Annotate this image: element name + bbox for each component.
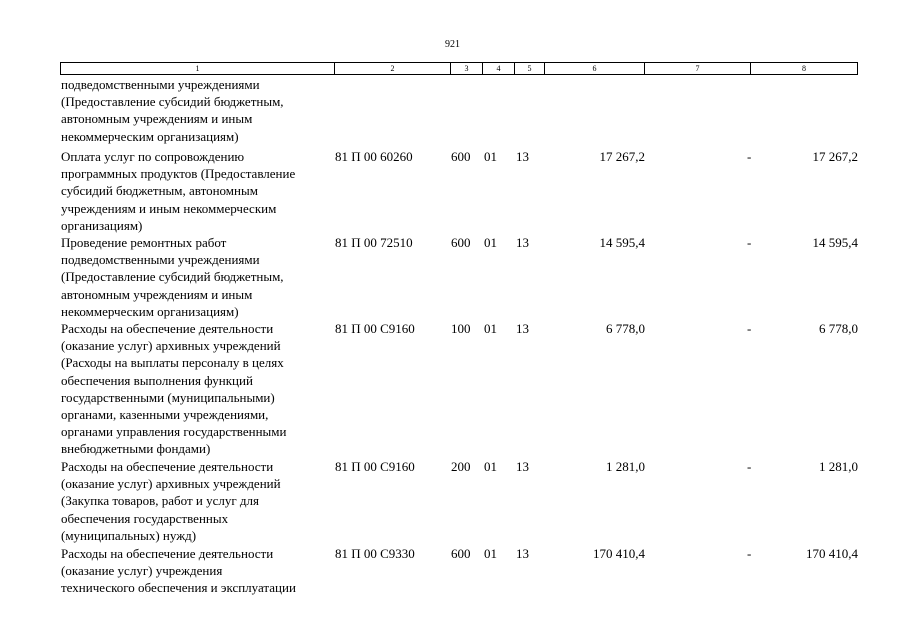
target-article-code: 81 П 00 60260: [335, 149, 413, 164]
row-name-line: Оплата услуг по сопровождению: [61, 149, 245, 164]
amount-col-8: 17 267,2: [812, 149, 858, 164]
row-name-line: обеспечения выполнения функций: [61, 372, 253, 388]
header-col-7: 7: [645, 63, 751, 74]
section-code: 01: [484, 321, 497, 336]
row-name-line: государственными (муниципальными): [61, 389, 275, 405]
header-col-1: 1: [61, 63, 335, 74]
row-name-line: Расходы на обеспечение деятельности: [61, 546, 274, 561]
row-name-line: (Предоставление субсидий бюджетным,: [61, 94, 284, 110]
row-name-line: Проведение ремонтных работ: [61, 235, 227, 250]
row-name-line: (оказание услуг) учреждения: [61, 563, 223, 579]
row-name-line: подведомственными учреждениями: [61, 252, 260, 268]
amount-col-6: 6 778,0: [606, 321, 645, 336]
section-code: 01: [484, 546, 497, 561]
row-name-line: субсидий бюджетным, автономным: [61, 183, 258, 199]
row-name: [61, 76, 351, 145]
expense-type: 600: [451, 235, 471, 250]
row-name: [61, 320, 351, 458]
row-name-line: внебюджетными фондами): [61, 441, 211, 457]
subsection-code: 13: [516, 149, 529, 164]
row-name-line: организациям): [61, 217, 143, 233]
amount-col-8: 1 281,0: [819, 459, 858, 474]
amount-col-6: 170 410,4: [593, 546, 645, 561]
amount-col-6: 1 281,0: [606, 459, 645, 474]
row-name-line: (Закупка товаров, работ и услуг для: [61, 493, 259, 509]
row-name-line: (Расходы на выплаты персоналу в целях: [61, 355, 284, 371]
row-name-line: Расходы на обеспечение деятельности: [61, 321, 274, 336]
target-article-code: 81 П 00 С9330: [335, 546, 415, 561]
header-col-4: 4: [483, 63, 515, 74]
subsection-code: 13: [516, 321, 529, 336]
row-name-line: автономным учреждениям и иным: [61, 111, 253, 127]
amount-col-7: -: [747, 459, 752, 474]
amount-col-8: 14 595,4: [812, 235, 858, 250]
expense-type: 600: [451, 149, 471, 164]
amount-col-8: 6 778,0: [819, 321, 858, 336]
amount-col-7: -: [747, 235, 752, 250]
row-name-line: технического обеспечения и эксплуатации: [61, 580, 296, 596]
row-name-line: некоммерческим организациям): [61, 128, 239, 144]
row-name-line: (оказание услуг) архивных учреждений: [61, 476, 281, 492]
row-name-line: (муниципальных) нужд): [61, 527, 197, 543]
header-col-8: 8: [802, 64, 806, 73]
row-name-line: органами управления государственными: [61, 424, 287, 440]
row-name-line: некоммерческим организациям): [61, 303, 239, 319]
target-article-code: 81 П 00 С9160: [335, 321, 415, 336]
amount-col-7: -: [747, 149, 752, 164]
row-name: [61, 545, 351, 597]
expense-type: 100: [451, 321, 471, 336]
subsection-code: 13: [516, 459, 529, 474]
subsection-code: 13: [516, 546, 529, 561]
row-name: [61, 148, 351, 234]
header-col-2: 2: [335, 63, 451, 74]
row-name-line: органами, казенными учреждениями,: [61, 407, 269, 423]
page-number: 921: [445, 39, 460, 50]
amount-col-6: 17 267,2: [599, 149, 645, 164]
subsection-code: 13: [516, 235, 529, 250]
row-name-line: программных продуктов (Предоставление: [61, 166, 296, 182]
row-name-line: подведомственными учреждениями: [61, 77, 260, 92]
amount-col-8: 170 410,4: [806, 546, 858, 561]
row-name-line: автономным учреждениям и иным: [61, 286, 253, 302]
header-col-6: 6: [545, 63, 645, 74]
section-code: 01: [484, 459, 497, 474]
target-article-code: 81 П 00 72510: [335, 235, 413, 250]
expense-type: 200: [451, 459, 471, 474]
row-name-line: обеспечения государственных: [61, 510, 229, 526]
section-code: 01: [484, 149, 497, 164]
amount-col-6: 14 595,4: [599, 235, 645, 250]
amount-col-7: -: [747, 321, 752, 336]
header-col-5: 5: [515, 63, 545, 74]
target-article-code: 81 П 00 С9160: [335, 459, 415, 474]
row-name: [61, 234, 351, 320]
section-code: 01: [484, 235, 497, 250]
column-number-header: [60, 62, 858, 75]
row-name: [61, 458, 351, 544]
expense-type: 600: [451, 546, 471, 561]
row-name-line: Расходы на обеспечение деятельности: [61, 459, 274, 474]
row-name-line: (Предоставление субсидий бюджетным,: [61, 269, 284, 285]
header-col-3: 3: [451, 63, 483, 74]
row-name-line: (оказание услуг) архивных учреждений: [61, 338, 281, 354]
row-name-line: учреждениям и иным некоммерческим: [61, 200, 277, 216]
amount-col-7: -: [747, 546, 752, 561]
